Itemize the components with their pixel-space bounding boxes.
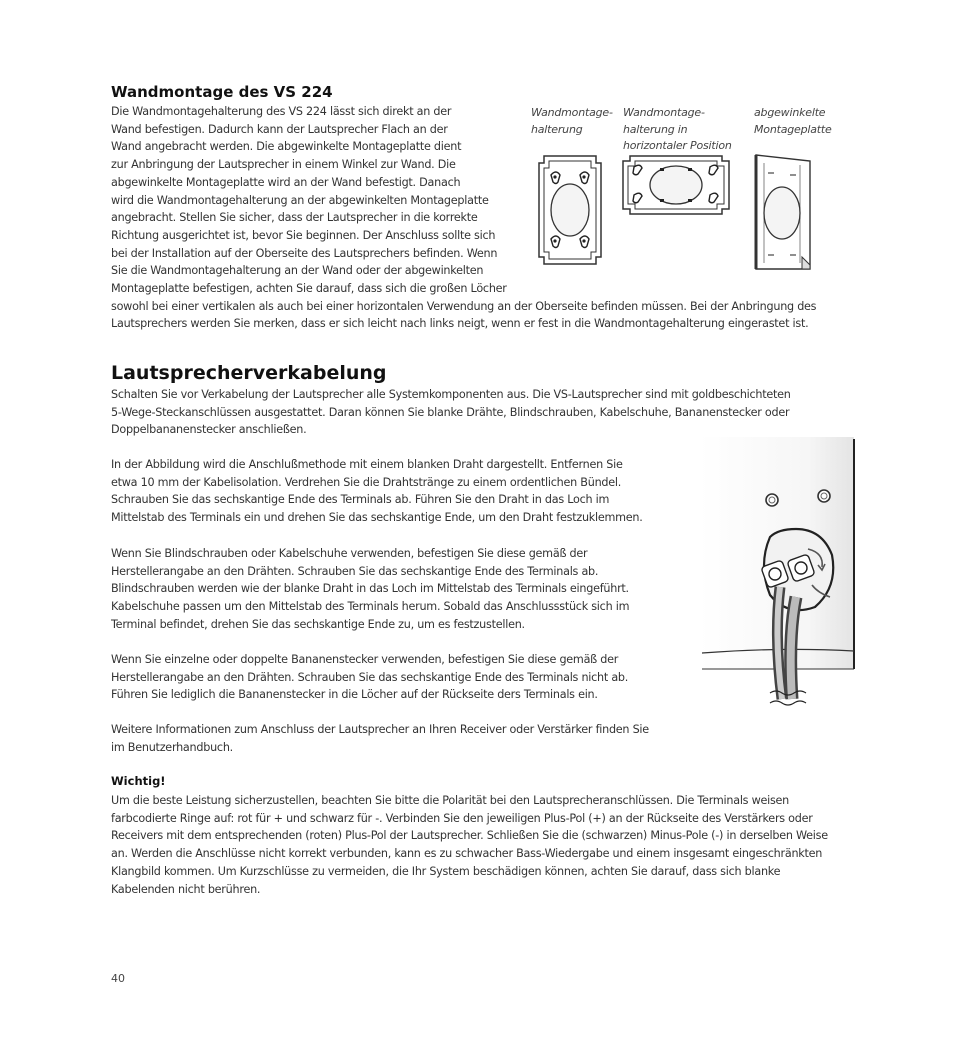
speaker-terminal-illustration: [700, 437, 858, 711]
text-line: 5-Wege-Steckanschlüssen ausgestattet. Daran können Sie blanke Drähte, Blindschrauben, Kabelschuhe, Bananenstecker oder: [111, 405, 790, 419]
text-line: Mittelstab des Terminals ein und drehen Sie das sechskantige Ende, um den Draht festzuklemmen.: [111, 511, 643, 525]
text-line: Receivers mit dem entsprechenden (roten) Plus-Pol der Lautsprecher. Schließen Sie die (schwarzen) Minus-Pole (-) in derselben Weise: [111, 829, 828, 843]
caption-line: Wandmontage-: [531, 106, 613, 119]
angled-plate-illustration: [752, 153, 814, 273]
text-line: Schalten Sie vor Verkabelung der Lautsprecher alle Systemkomponenten aus. Die VS-Lautsprecher sind mit goldbeschichteten: [111, 388, 791, 401]
more-info-paragraph: [111, 721, 649, 756]
text-line: Herstellerangabe an den Drähten. Schrauben Sie das sechskantige Ende des Terminals nicht ab.: [111, 670, 629, 684]
caption-line: Montageplatte: [754, 122, 832, 136]
banana-plug-paragraph: [111, 651, 628, 704]
text-line: Richtung ausgerichtet ist, bevor Sie beginnen. Der Anschluss sollte sich: [111, 228, 496, 242]
caption-line: halterung: [531, 122, 583, 136]
text-line: Kabelenden nicht berühren.: [111, 882, 261, 896]
text-line: Montageplatte befestigen, achten Sie darauf, dass sich die großen Löcher: [111, 282, 507, 296]
text-line: etwa 10 mm der Kabelisolation. Verdrehen Sie die Drahtstränge zu einem ordentlichen Bündel.: [111, 475, 622, 489]
caption-line: abgewinkelte: [754, 106, 826, 119]
text-line: Sie die Wandmontagehalterung an der Wand oder der abgewinkelten: [111, 264, 484, 278]
text-line: wird die Wandmontagehalterung an der abgewinkelten Montageplatte: [111, 193, 489, 207]
text-line: bei der Installation auf der Oberseite des Lautsprechers befinden. Wenn: [111, 246, 498, 260]
text-line: Führen Sie lediglich die Bananenstecker in die Löcher auf der Rückseite ders Terminals ein.: [111, 688, 598, 702]
caption-vertical-bracket: [531, 105, 613, 138]
important-heading: Wichtig!: [111, 774, 166, 788]
text-line: Weitere Informationen zum Anschluss der Lautsprecher an Ihren Receiver oder Verstärker finden Sie: [111, 723, 649, 736]
text-line: sowohl bei einer vertikalen als auch bei einer horizontalen Verwendung an der Oberseite befinden müssen. Bei der Anbringung des: [111, 299, 817, 313]
caption-line: horizontaler Position: [623, 139, 732, 152]
text-line: Um die beste Leistung sicherzustellen, beachten Sie bitte die Polarität bei den Lautsprecheranschlüssen. Die Terminals weisen: [111, 794, 790, 807]
text-line: Terminal befindet, drehen Sie das sechskantige Ende zu, um es festzustellen.: [111, 617, 525, 631]
wiring-intro-paragraph: [111, 386, 791, 439]
text-line: an. Werden die Anschlüsse nicht korrekt verbunden, kann es zu schwacher Bass-Wiedergabe und einem insgesamt eingeschränkten: [111, 847, 823, 861]
text-line: Klangbild kommen. Um Kurzschlüsse zu vermeiden, die Ihr System beschädigen können, achten Sie darauf, dass sich blanke: [111, 864, 781, 878]
important-paragraph: [111, 792, 828, 898]
pin-connector-paragraph: [111, 545, 629, 634]
text-line: Die Wandmontagehalterung des VS 224 lässt sich direkt an der: [111, 105, 452, 118]
section-title-wiring: Lautsprecherverkabelung: [111, 362, 387, 384]
text-line: Wand angebracht werden. Die abgewinkelte Montageplatte dient: [111, 140, 462, 154]
text-line: im Benutzerhandbuch.: [111, 740, 233, 754]
text-line: In der Abbildung wird die Anschlußmethode mit einem blanken Draht dargestellt. Entfernen Sie: [111, 458, 623, 471]
text-line: Lautsprechers werden Sie merken, dass er sich leicht nach links neigt, wenn er fest in die Wandmontagehalterung eingerastet ist.: [111, 317, 809, 331]
text-line: Schrauben Sie das sechskantige Ende des Terminals ab. Führen Sie den Draht in das Loch im: [111, 493, 610, 507]
caption-horizontal-bracket: [623, 105, 732, 155]
text-line: zur Anbringung der Lautsprecher in einem Winkel zur Wand. Die: [111, 158, 456, 172]
caption-line: halterung in: [623, 122, 688, 136]
page-number: 40: [111, 972, 125, 985]
text-line: Kabelschuhe passen um den Mittelstab des Terminals herum. Sobald das Anschlussstück sich im: [111, 600, 630, 614]
text-line: Doppelbananenstecker anschließen.: [111, 423, 307, 437]
caption-angled-plate: [754, 105, 832, 138]
text-line: Blindschrauben werden wie der blanke Draht in das Loch im Mittelstab des Terminals eingeführt.: [111, 582, 629, 596]
vertical-bracket-illustration: [538, 155, 602, 265]
bare-wire-paragraph: [111, 456, 643, 527]
caption-line: Wandmontage-: [623, 106, 705, 119]
text-line: abgewinkelte Montageplatte wird an der Wand befestigt. Danach: [111, 175, 461, 189]
section-title-wall-mount: Wandmontage des VS 224: [111, 83, 333, 101]
text-line: Wand befestigen. Dadurch kann der Lautsprecher Flach an der: [111, 122, 448, 136]
text-line: Herstellerangabe an den Drähten. Schrauben Sie das sechskantige Ende des Terminals ab.: [111, 564, 599, 578]
horizontal-bracket-illustration: [622, 155, 730, 215]
text-line: farbcodierte Ringe auf: rot für + und schwarz für -. Verbinden Sie den jeweiligen Plus-Pol (+) an der Rückseite des Verstärkers oder: [111, 811, 813, 825]
text-line: angebracht. Stellen Sie sicher, dass der Lautsprecher in die korrekte: [111, 211, 478, 225]
text-line: Wenn Sie Blindschrauben oder Kabelschuhe verwenden, befestigen Sie diese gemäß der: [111, 547, 588, 560]
text-line: Wenn Sie einzelne oder doppelte Bananenstecker verwenden, befestigen Sie diese gemäß der: [111, 653, 619, 666]
